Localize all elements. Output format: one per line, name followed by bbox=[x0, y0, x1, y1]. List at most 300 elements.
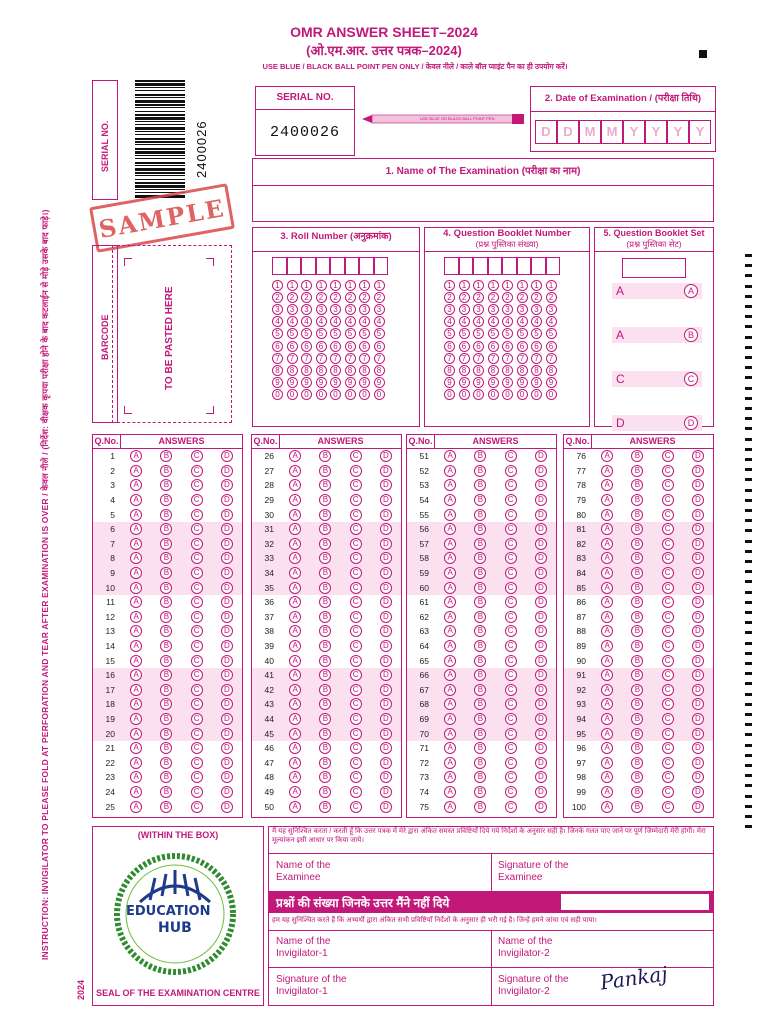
digit-bubble[interactable]: 0 bbox=[473, 389, 484, 400]
answer-bubble[interactable]: B bbox=[474, 757, 486, 769]
digit-write-box[interactable] bbox=[546, 257, 561, 275]
answer-bubble[interactable]: C bbox=[350, 640, 362, 652]
digit-bubble[interactable]: 1 bbox=[345, 280, 356, 291]
digit-bubble[interactable]: 3 bbox=[517, 304, 528, 315]
answer-bubble[interactable]: A bbox=[601, 596, 613, 608]
answer-bubble[interactable]: A bbox=[130, 552, 142, 564]
answer-bubble[interactable]: B bbox=[319, 625, 331, 637]
answer-bubble[interactable]: B bbox=[474, 771, 486, 783]
digit-bubble[interactable]: 3 bbox=[488, 304, 499, 315]
digit-bubble[interactable]: 7 bbox=[473, 353, 484, 364]
digit-bubble[interactable]: 0 bbox=[301, 389, 312, 400]
answer-bubble[interactable]: A bbox=[444, 684, 456, 696]
answer-bubble[interactable]: B bbox=[160, 509, 172, 521]
answer-bubble[interactable]: A bbox=[444, 655, 456, 667]
answer-bubble[interactable]: B bbox=[631, 625, 643, 637]
digit-bubble[interactable]: 2 bbox=[444, 292, 455, 303]
digit-bubble[interactable]: 8 bbox=[531, 365, 542, 376]
answer-bubble[interactable]: A bbox=[130, 523, 142, 535]
digit-bubble[interactable]: 9 bbox=[444, 377, 455, 388]
answer-bubble[interactable]: C bbox=[350, 684, 362, 696]
answer-bubble[interactable]: C bbox=[191, 596, 203, 608]
answer-bubble[interactable]: C bbox=[505, 523, 517, 535]
answer-bubble[interactable]: B bbox=[319, 742, 331, 754]
answer-bubble[interactable]: A bbox=[444, 450, 456, 462]
answer-bubble[interactable]: D bbox=[535, 684, 547, 696]
digit-bubble[interactable]: 0 bbox=[345, 389, 356, 400]
digit-bubble[interactable]: 1 bbox=[330, 280, 341, 291]
answer-bubble[interactable]: A bbox=[289, 450, 301, 462]
answer-bubble[interactable]: B bbox=[474, 611, 486, 623]
answer-bubble[interactable]: C bbox=[350, 742, 362, 754]
answer-bubble[interactable]: A bbox=[601, 786, 613, 798]
answer-bubble[interactable]: D bbox=[380, 655, 392, 667]
answer-bubble[interactable]: B bbox=[631, 509, 643, 521]
digit-bubble[interactable]: 9 bbox=[330, 377, 341, 388]
answer-bubble[interactable]: D bbox=[692, 596, 704, 608]
answer-bubble[interactable]: B bbox=[160, 757, 172, 769]
digit-bubble[interactable]: 4 bbox=[316, 316, 327, 327]
digit-bubble[interactable]: 6 bbox=[316, 341, 327, 352]
answer-bubble[interactable]: B bbox=[474, 552, 486, 564]
answer-bubble[interactable]: D bbox=[380, 801, 392, 813]
answer-bubble[interactable]: A bbox=[289, 684, 301, 696]
answer-bubble[interactable]: D bbox=[692, 742, 704, 754]
digit-bubble[interactable]: 6 bbox=[546, 341, 557, 352]
answer-bubble[interactable]: B bbox=[319, 786, 331, 798]
answer-bubble[interactable]: B bbox=[631, 728, 643, 740]
answer-bubble[interactable]: A bbox=[444, 538, 456, 550]
digit-bubble[interactable]: 1 bbox=[316, 280, 327, 291]
answer-bubble[interactable]: A bbox=[130, 640, 142, 652]
answer-bubble[interactable]: C bbox=[350, 465, 362, 477]
answer-bubble[interactable]: B bbox=[319, 582, 331, 594]
answer-bubble[interactable]: C bbox=[662, 611, 674, 623]
answer-bubble[interactable]: B bbox=[631, 582, 643, 594]
answer-bubble[interactable]: C bbox=[191, 771, 203, 783]
answer-bubble[interactable]: C bbox=[350, 625, 362, 637]
answer-bubble[interactable]: A bbox=[601, 567, 613, 579]
answer-bubble[interactable]: C bbox=[505, 465, 517, 477]
digit-bubble[interactable]: 3 bbox=[287, 304, 298, 315]
answer-bubble[interactable]: B bbox=[474, 698, 486, 710]
digit-bubble[interactable]: 5 bbox=[287, 328, 298, 339]
answer-bubble[interactable]: A bbox=[289, 655, 301, 667]
digit-bubble[interactable]: 2 bbox=[301, 292, 312, 303]
date-cell[interactable]: M bbox=[601, 120, 623, 144]
answer-bubble[interactable]: D bbox=[221, 567, 233, 579]
answer-bubble[interactable]: B bbox=[474, 567, 486, 579]
answer-bubble[interactable]: B bbox=[319, 552, 331, 564]
digit-write-box[interactable] bbox=[531, 257, 546, 275]
answer-bubble[interactable]: B bbox=[474, 538, 486, 550]
digit-bubble[interactable]: 4 bbox=[546, 316, 557, 327]
answer-bubble[interactable]: D bbox=[380, 669, 392, 681]
digit-bubble[interactable]: 9 bbox=[345, 377, 356, 388]
answer-bubble[interactable]: C bbox=[191, 742, 203, 754]
digit-bubble[interactable]: 1 bbox=[287, 280, 298, 291]
digit-bubble[interactable]: 9 bbox=[301, 377, 312, 388]
answer-bubble[interactable]: D bbox=[221, 479, 233, 491]
answer-bubble[interactable]: B bbox=[631, 611, 643, 623]
digit-bubble[interactable]: 6 bbox=[444, 341, 455, 352]
answer-bubble[interactable]: D bbox=[380, 757, 392, 769]
answer-bubble[interactable]: D bbox=[380, 728, 392, 740]
digit-bubble[interactable]: 3 bbox=[546, 304, 557, 315]
answer-bubble[interactable]: B bbox=[319, 465, 331, 477]
digit-bubble[interactable]: 2 bbox=[287, 292, 298, 303]
answer-bubble[interactable]: B bbox=[160, 669, 172, 681]
answer-bubble[interactable]: B bbox=[474, 625, 486, 637]
answer-bubble[interactable]: C bbox=[505, 698, 517, 710]
digit-bubble[interactable]: 6 bbox=[301, 341, 312, 352]
digit-bubble[interactable]: 6 bbox=[287, 341, 298, 352]
answer-bubble[interactable]: A bbox=[289, 552, 301, 564]
digit-bubble[interactable]: 4 bbox=[287, 316, 298, 327]
answer-bubble[interactable]: A bbox=[289, 509, 301, 521]
digit-bubble[interactable]: 8 bbox=[488, 365, 499, 376]
digit-bubble[interactable]: 7 bbox=[287, 353, 298, 364]
answer-bubble[interactable]: D bbox=[692, 509, 704, 521]
answer-bubble[interactable]: A bbox=[444, 509, 456, 521]
answer-bubble[interactable]: A bbox=[444, 640, 456, 652]
answer-bubble[interactable]: A bbox=[130, 728, 142, 740]
answer-bubble[interactable]: A bbox=[444, 771, 456, 783]
digit-bubble[interactable]: 9 bbox=[531, 377, 542, 388]
answer-bubble[interactable]: A bbox=[601, 698, 613, 710]
digit-bubble[interactable]: 0 bbox=[316, 389, 327, 400]
digit-bubble[interactable]: 5 bbox=[531, 328, 542, 339]
answer-bubble[interactable]: A bbox=[444, 552, 456, 564]
answer-bubble[interactable]: D bbox=[221, 728, 233, 740]
answer-bubble[interactable]: D bbox=[535, 625, 547, 637]
answer-bubble[interactable]: C bbox=[505, 596, 517, 608]
digit-write-box[interactable] bbox=[488, 257, 503, 275]
answer-bubble[interactable]: A bbox=[601, 771, 613, 783]
answer-bubble[interactable]: C bbox=[505, 757, 517, 769]
digit-write-box[interactable] bbox=[287, 257, 302, 275]
answer-bubble[interactable]: C bbox=[505, 494, 517, 506]
answer-bubble[interactable]: B bbox=[474, 582, 486, 594]
answer-bubble[interactable]: C bbox=[662, 757, 674, 769]
answer-bubble[interactable]: B bbox=[631, 684, 643, 696]
answer-bubble[interactable]: C bbox=[505, 567, 517, 579]
digit-bubble[interactable]: 2 bbox=[488, 292, 499, 303]
digit-bubble[interactable]: 8 bbox=[444, 365, 455, 376]
digit-bubble[interactable]: 9 bbox=[517, 377, 528, 388]
answer-bubble[interactable]: A bbox=[601, 450, 613, 462]
date-cell[interactable]: Y bbox=[667, 120, 689, 144]
answer-bubble[interactable]: D bbox=[535, 538, 547, 550]
answer-bubble[interactable]: B bbox=[631, 786, 643, 798]
digit-bubble[interactable]: 8 bbox=[374, 365, 385, 376]
answer-bubble[interactable]: D bbox=[692, 655, 704, 667]
answer-bubble[interactable]: A bbox=[130, 465, 142, 477]
answer-bubble[interactable]: D bbox=[692, 801, 704, 813]
answer-bubble[interactable]: D bbox=[535, 698, 547, 710]
answer-bubble[interactable]: C bbox=[662, 771, 674, 783]
answer-bubble[interactable]: C bbox=[505, 786, 517, 798]
answer-bubble[interactable]: D bbox=[221, 640, 233, 652]
digit-bubble[interactable]: 5 bbox=[301, 328, 312, 339]
answer-bubble[interactable]: A bbox=[289, 801, 301, 813]
digit-bubble[interactable]: 8 bbox=[287, 365, 298, 376]
answer-bubble[interactable]: A bbox=[130, 494, 142, 506]
booklet-set-bubble[interactable]: B bbox=[684, 328, 698, 342]
answer-bubble[interactable]: B bbox=[631, 450, 643, 462]
answer-bubble[interactable]: D bbox=[535, 669, 547, 681]
answer-bubble[interactable]: B bbox=[631, 523, 643, 535]
digit-bubble[interactable]: 4 bbox=[473, 316, 484, 327]
answer-bubble[interactable]: A bbox=[289, 786, 301, 798]
answer-bubble[interactable]: B bbox=[474, 713, 486, 725]
answer-bubble[interactable]: A bbox=[130, 742, 142, 754]
answer-bubble[interactable]: D bbox=[692, 786, 704, 798]
answer-bubble[interactable]: D bbox=[692, 640, 704, 652]
answer-bubble[interactable]: C bbox=[350, 596, 362, 608]
answer-bubble[interactable]: C bbox=[505, 771, 517, 783]
date-cell[interactable]: Y bbox=[645, 120, 667, 144]
digit-bubble[interactable]: 0 bbox=[546, 389, 557, 400]
booklet-set-bubble[interactable]: D bbox=[684, 416, 698, 430]
answer-bubble[interactable]: D bbox=[692, 728, 704, 740]
answer-bubble[interactable]: A bbox=[289, 538, 301, 550]
answer-bubble[interactable]: D bbox=[221, 742, 233, 754]
digit-bubble[interactable]: 8 bbox=[459, 365, 470, 376]
answer-bubble[interactable]: A bbox=[130, 538, 142, 550]
answer-bubble[interactable]: D bbox=[692, 611, 704, 623]
answer-bubble[interactable]: B bbox=[319, 684, 331, 696]
answer-bubble[interactable]: C bbox=[505, 552, 517, 564]
answer-bubble[interactable]: D bbox=[692, 450, 704, 462]
digit-bubble[interactable]: 4 bbox=[502, 316, 513, 327]
answer-bubble[interactable]: C bbox=[662, 786, 674, 798]
answer-bubble[interactable]: D bbox=[535, 552, 547, 564]
digit-bubble[interactable]: 9 bbox=[459, 377, 470, 388]
answer-bubble[interactable]: C bbox=[662, 669, 674, 681]
answer-bubble[interactable]: C bbox=[662, 728, 674, 740]
answer-bubble[interactable]: D bbox=[380, 640, 392, 652]
answer-bubble[interactable]: B bbox=[474, 640, 486, 652]
digit-bubble[interactable]: 2 bbox=[345, 292, 356, 303]
digit-bubble[interactable]: 2 bbox=[473, 292, 484, 303]
digit-bubble[interactable]: 4 bbox=[301, 316, 312, 327]
answer-bubble[interactable]: B bbox=[319, 698, 331, 710]
answer-bubble[interactable]: B bbox=[474, 728, 486, 740]
answer-bubble[interactable]: B bbox=[160, 655, 172, 667]
answer-bubble[interactable]: A bbox=[444, 494, 456, 506]
digit-bubble[interactable]: 3 bbox=[459, 304, 470, 315]
answer-bubble[interactable]: D bbox=[380, 596, 392, 608]
answer-bubble[interactable]: D bbox=[692, 698, 704, 710]
answer-bubble[interactable]: B bbox=[474, 655, 486, 667]
answer-bubble[interactable]: B bbox=[319, 728, 331, 740]
answer-bubble[interactable]: C bbox=[350, 786, 362, 798]
date-cell[interactable]: Y bbox=[689, 120, 711, 144]
answer-bubble[interactable]: C bbox=[662, 713, 674, 725]
digit-bubble[interactable]: 8 bbox=[359, 365, 370, 376]
digit-bubble[interactable]: 5 bbox=[502, 328, 513, 339]
answer-bubble[interactable]: C bbox=[662, 567, 674, 579]
answer-bubble[interactable]: A bbox=[130, 698, 142, 710]
digit-bubble[interactable]: 7 bbox=[546, 353, 557, 364]
answer-bubble[interactable]: D bbox=[380, 479, 392, 491]
answer-bubble[interactable]: C bbox=[191, 479, 203, 491]
answer-bubble[interactable]: C bbox=[350, 757, 362, 769]
answer-bubble[interactable]: A bbox=[289, 567, 301, 579]
answer-bubble[interactable]: D bbox=[535, 479, 547, 491]
answer-bubble[interactable]: A bbox=[601, 582, 613, 594]
answer-bubble[interactable]: A bbox=[444, 728, 456, 740]
answer-bubble[interactable]: A bbox=[444, 698, 456, 710]
answer-bubble[interactable]: A bbox=[289, 640, 301, 652]
answer-bubble[interactable]: D bbox=[380, 509, 392, 521]
answer-bubble[interactable]: B bbox=[160, 494, 172, 506]
digit-bubble[interactable]: 3 bbox=[330, 304, 341, 315]
answer-bubble[interactable]: C bbox=[662, 494, 674, 506]
answer-bubble[interactable]: C bbox=[191, 582, 203, 594]
answer-bubble[interactable]: B bbox=[319, 757, 331, 769]
answer-bubble[interactable]: B bbox=[319, 713, 331, 725]
answer-bubble[interactable]: C bbox=[662, 596, 674, 608]
answer-bubble[interactable]: D bbox=[221, 494, 233, 506]
answer-bubble[interactable]: D bbox=[221, 698, 233, 710]
booklet-set-write-box[interactable] bbox=[622, 258, 686, 278]
answer-bubble[interactable]: A bbox=[289, 523, 301, 535]
answer-bubble[interactable]: C bbox=[505, 728, 517, 740]
digit-bubble[interactable]: 6 bbox=[531, 341, 542, 352]
answer-bubble[interactable]: A bbox=[289, 698, 301, 710]
answer-bubble[interactable]: C bbox=[662, 479, 674, 491]
answer-bubble[interactable]: A bbox=[289, 771, 301, 783]
digit-bubble[interactable]: 8 bbox=[330, 365, 341, 376]
digit-bubble[interactable]: 5 bbox=[517, 328, 528, 339]
digit-bubble[interactable]: 3 bbox=[473, 304, 484, 315]
digit-bubble[interactable]: 9 bbox=[287, 377, 298, 388]
answer-bubble[interactable]: A bbox=[601, 625, 613, 637]
answer-bubble[interactable]: D bbox=[380, 698, 392, 710]
answer-bubble[interactable]: C bbox=[350, 450, 362, 462]
digit-bubble[interactable]: 4 bbox=[345, 316, 356, 327]
answer-bubble[interactable]: D bbox=[221, 450, 233, 462]
answer-bubble[interactable]: B bbox=[160, 684, 172, 696]
answer-bubble[interactable]: B bbox=[160, 771, 172, 783]
answer-bubble[interactable]: D bbox=[221, 625, 233, 637]
answer-bubble[interactable]: C bbox=[505, 655, 517, 667]
answer-bubble[interactable]: D bbox=[221, 552, 233, 564]
answer-bubble[interactable]: B bbox=[319, 640, 331, 652]
digit-bubble[interactable]: 7 bbox=[517, 353, 528, 364]
answer-bubble[interactable]: C bbox=[191, 669, 203, 681]
digit-write-box[interactable] bbox=[316, 257, 331, 275]
digit-bubble[interactable]: 3 bbox=[444, 304, 455, 315]
digit-bubble[interactable]: 8 bbox=[345, 365, 356, 376]
answer-bubble[interactable]: A bbox=[444, 757, 456, 769]
answer-bubble[interactable]: A bbox=[130, 625, 142, 637]
digit-bubble[interactable]: 5 bbox=[359, 328, 370, 339]
answer-bubble[interactable]: A bbox=[601, 684, 613, 696]
answer-bubble[interactable]: C bbox=[191, 538, 203, 550]
digit-bubble[interactable]: 4 bbox=[272, 316, 283, 327]
answer-bubble[interactable]: D bbox=[221, 669, 233, 681]
answer-bubble[interactable]: A bbox=[130, 479, 142, 491]
answer-bubble[interactable]: C bbox=[350, 669, 362, 681]
answer-bubble[interactable]: D bbox=[692, 552, 704, 564]
booklet-set-option[interactable] bbox=[612, 283, 702, 299]
answer-bubble[interactable]: D bbox=[535, 582, 547, 594]
answer-bubble[interactable]: A bbox=[444, 713, 456, 725]
answer-bubble[interactable]: B bbox=[160, 713, 172, 725]
answer-bubble[interactable]: C bbox=[662, 538, 674, 550]
digit-bubble[interactable]: 3 bbox=[502, 304, 513, 315]
answer-bubble[interactable]: D bbox=[535, 509, 547, 521]
digit-write-box[interactable] bbox=[301, 257, 316, 275]
answer-bubble[interactable]: C bbox=[191, 465, 203, 477]
digit-write-box[interactable] bbox=[374, 257, 389, 275]
digit-bubble[interactable]: 7 bbox=[359, 353, 370, 364]
answer-bubble[interactable]: D bbox=[535, 567, 547, 579]
answer-bubble[interactable]: A bbox=[289, 611, 301, 623]
answer-bubble[interactable]: D bbox=[535, 494, 547, 506]
digit-bubble[interactable]: 2 bbox=[374, 292, 385, 303]
digit-bubble[interactable]: 7 bbox=[459, 353, 470, 364]
answer-bubble[interactable]: C bbox=[662, 625, 674, 637]
answer-bubble[interactable]: D bbox=[692, 625, 704, 637]
answer-bubble[interactable]: C bbox=[505, 640, 517, 652]
answer-bubble[interactable]: B bbox=[319, 611, 331, 623]
answer-bubble[interactable]: B bbox=[631, 538, 643, 550]
answer-bubble[interactable]: C bbox=[191, 450, 203, 462]
answer-bubble[interactable]: C bbox=[505, 742, 517, 754]
answer-bubble[interactable]: A bbox=[601, 509, 613, 521]
answer-bubble[interactable]: D bbox=[535, 640, 547, 652]
answer-bubble[interactable]: A bbox=[444, 479, 456, 491]
answer-bubble[interactable]: A bbox=[130, 596, 142, 608]
answer-bubble[interactable]: B bbox=[160, 611, 172, 623]
answer-bubble[interactable]: C bbox=[505, 625, 517, 637]
answer-bubble[interactable]: D bbox=[221, 538, 233, 550]
answer-bubble[interactable]: A bbox=[444, 567, 456, 579]
answer-bubble[interactable]: B bbox=[631, 494, 643, 506]
answer-bubble[interactable]: B bbox=[160, 698, 172, 710]
answer-bubble[interactable]: D bbox=[692, 713, 704, 725]
digit-bubble[interactable]: 1 bbox=[546, 280, 557, 291]
digit-bubble[interactable]: 6 bbox=[473, 341, 484, 352]
answer-bubble[interactable]: D bbox=[221, 713, 233, 725]
answer-bubble[interactable]: A bbox=[444, 742, 456, 754]
digit-bubble[interactable]: 2 bbox=[316, 292, 327, 303]
answer-bubble[interactable]: B bbox=[474, 450, 486, 462]
digit-bubble[interactable]: 0 bbox=[374, 389, 385, 400]
digit-bubble[interactable]: 5 bbox=[473, 328, 484, 339]
answer-bubble[interactable]: A bbox=[444, 582, 456, 594]
digit-bubble[interactable]: 2 bbox=[531, 292, 542, 303]
digit-bubble[interactable]: 0 bbox=[531, 389, 542, 400]
answer-bubble[interactable]: D bbox=[221, 655, 233, 667]
digit-bubble[interactable]: 5 bbox=[345, 328, 356, 339]
answer-bubble[interactable]: B bbox=[631, 655, 643, 667]
answer-bubble[interactable]: D bbox=[692, 465, 704, 477]
answer-bubble[interactable]: C bbox=[191, 786, 203, 798]
digit-bubble[interactable]: 1 bbox=[517, 280, 528, 291]
answer-bubble[interactable]: C bbox=[505, 611, 517, 623]
digit-bubble[interactable]: 6 bbox=[330, 341, 341, 352]
digit-bubble[interactable]: 9 bbox=[488, 377, 499, 388]
digit-bubble[interactable]: 0 bbox=[272, 389, 283, 400]
answer-bubble[interactable]: D bbox=[535, 801, 547, 813]
answer-bubble[interactable]: B bbox=[319, 538, 331, 550]
answer-bubble[interactable]: A bbox=[289, 465, 301, 477]
